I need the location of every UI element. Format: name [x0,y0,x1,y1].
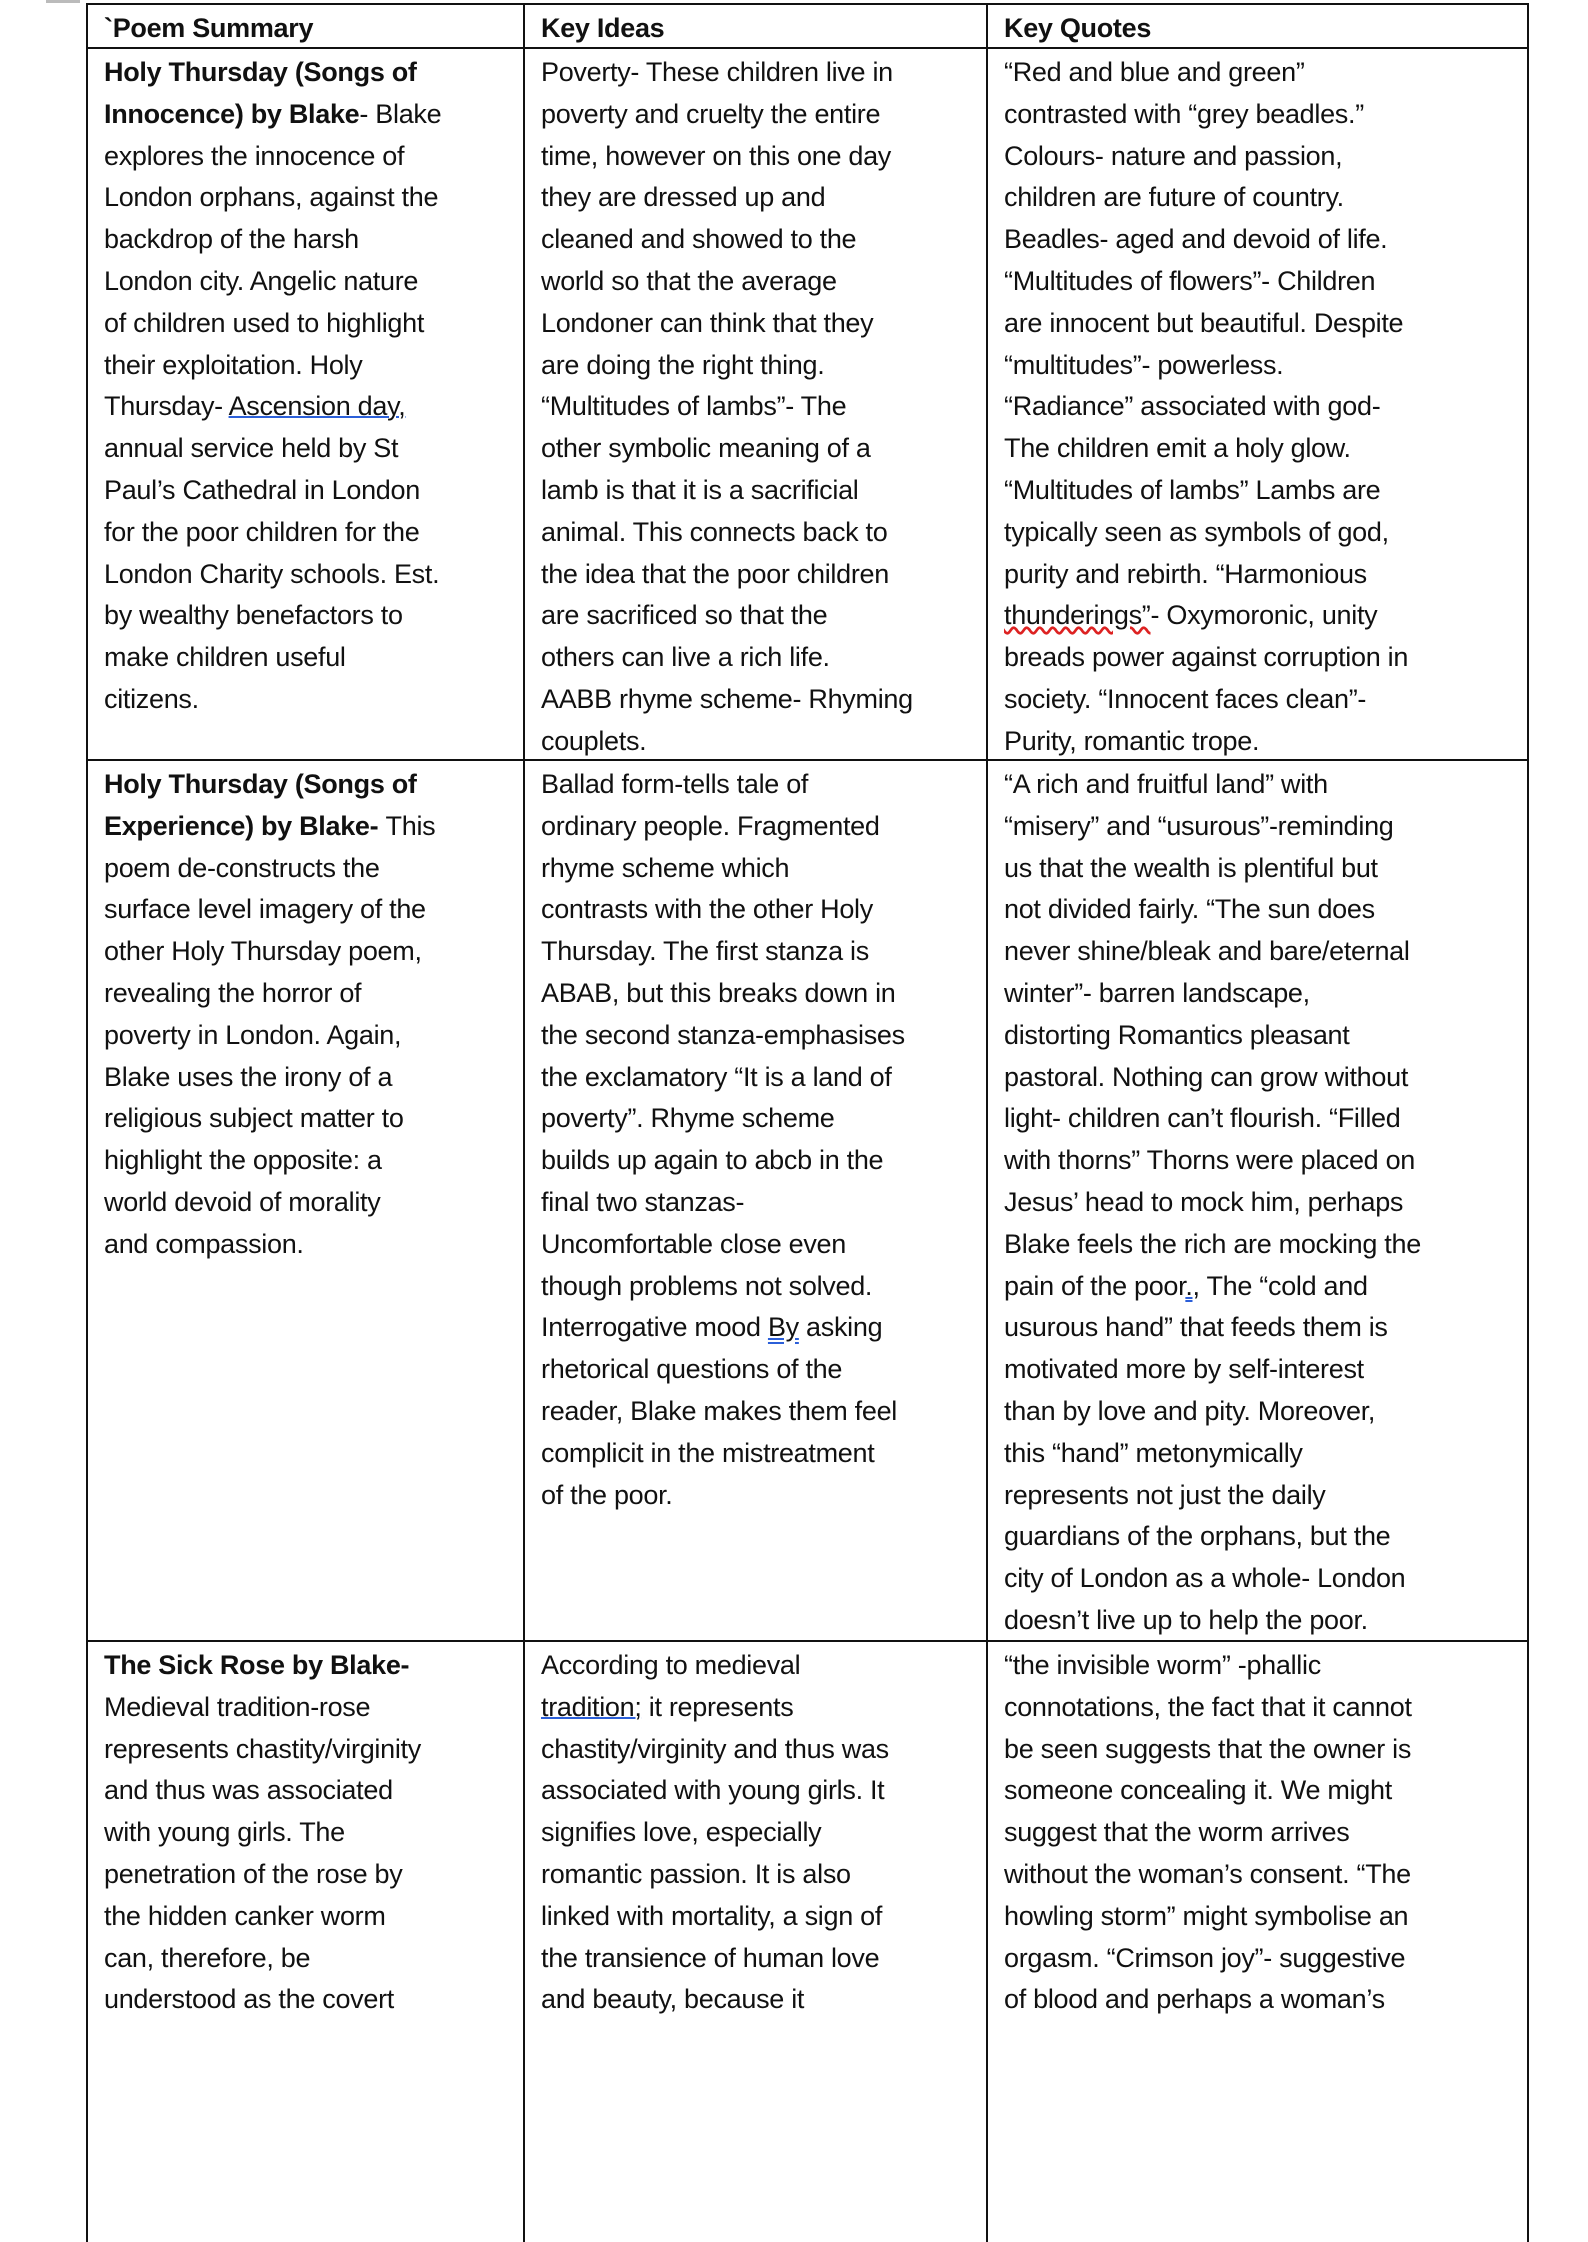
text-line [1004,94,1527,136]
text-line [1004,1812,1527,1854]
text-segment: signifies love, especially [541,1817,822,1848]
text-line [1004,1645,1527,1687]
text-segment: “A rich and fruitful land” with [1004,769,1328,799]
text-line [104,512,523,554]
text-line [104,679,523,721]
text-segment: time, however on this one day [541,140,891,171]
text-line [1004,721,1527,759]
text-segment: with young girls. The [104,1817,345,1848]
text-line [1004,764,1527,806]
text-line [541,1015,986,1057]
key-quotes-cell [988,49,1529,759]
text-line [104,931,523,973]
text-line [541,386,986,428]
text-line [541,94,986,136]
header-label: Key Quotes [1004,13,1152,43]
text-segment: pastoral. Nothing can grow without [1004,1061,1409,1092]
text-segment: usurous hand” that feeds them is [1004,1312,1388,1343]
text-segment: “multitudes”- powerless. [1004,349,1284,380]
text-line [541,1098,986,1140]
text-segment: complicit in the mistreatment [541,1437,875,1468]
text-line [541,470,986,512]
text-segment: citizens. [104,683,199,714]
text-line [541,595,986,637]
text-segment: Londoner can think that they [541,307,874,338]
text-line [1004,1729,1527,1771]
key-ideas-cell [525,1642,988,2242]
text-line [104,806,523,848]
poem-summary-cell [88,49,525,759]
text-line [541,1224,986,1266]
text-segment: Jesus’ head to mock him, perhaps [1004,1186,1404,1217]
text-segment: Purity, romantic trope. [1004,725,1260,756]
text-segment: animal. This connects back to [541,516,888,547]
text-line [541,177,986,219]
text-line [104,94,523,136]
text-segment: penetration of the rose by [104,1858,403,1889]
text-line [104,1812,523,1854]
text-line [1004,52,1527,94]
text-line [541,1349,986,1391]
text-segment: Thursday- [104,391,229,422]
text-line [1004,1349,1527,1391]
text-segment: be seen suggests that the owner is [1004,1733,1412,1764]
text-line [1004,1140,1527,1182]
text-segment: chastity/virginity and thus was [541,1733,889,1764]
text-line [1004,1224,1527,1266]
text-segment: The children emit a holy glow. [1004,433,1351,464]
text-line [1004,1433,1527,1475]
text-segment: connotations, the fact that it cannot [1004,1691,1412,1722]
text-segment: poverty in London. Again, [104,1019,402,1050]
text-segment: Blake uses the irony of a [104,1061,393,1092]
text-line [541,1391,986,1433]
header-key-ideas [525,5,988,47]
text-segment: tradition; [541,1691,642,1722]
text-line [1004,595,1527,637]
text-line [541,1854,986,1896]
text-line [541,1057,986,1099]
text-segment: poverty”. Rhyme scheme [541,1103,835,1134]
text-line [1004,1516,1527,1558]
text-line [541,1140,986,1182]
text-segment: someone concealing it. We might [1004,1775,1392,1806]
text-line [541,219,986,261]
key-ideas-cell [525,49,988,759]
text-segment: other Holy Thursday poem, [104,936,422,967]
text-line [541,261,986,303]
text-line [1004,386,1527,428]
text-segment: the exclamatory “It is a land of [541,1061,892,1092]
text-segment: This [385,810,436,841]
text-line [104,1098,523,1140]
text-segment: linked with mortality, a sign of [541,1900,883,1931]
text-line [104,303,523,345]
text-segment: builds up again to abcb in the [541,1145,884,1176]
text-segment: of the poor. [541,1479,673,1510]
text-line [541,889,986,931]
text-segment: for the poor children for the [104,516,420,547]
text-segment: this “hand” metonymically [1004,1437,1303,1468]
text-segment: though problems not solved. [541,1270,873,1301]
text-segment: “Multitudes of lambs” Lambs are [1004,474,1381,505]
text-line [104,889,523,931]
text-segment: “Radiance” associated with god- [1004,391,1381,422]
text-line [541,1896,986,1938]
text-line [541,1979,986,2021]
text-segment: with thorns” Thorns were placed on [1004,1145,1416,1176]
key-quotes-cell [988,1642,1529,2242]
text-line [541,1770,986,1812]
text-line [104,1770,523,1812]
text-segment: rhetorical questions of the [541,1354,843,1385]
text-line [1004,889,1527,931]
bold-text: Holy Thursday (Songs of [104,769,417,799]
text-segment: without the woman’s consent. “The [1004,1858,1411,1889]
text-line [1004,1979,1527,2021]
text-line [541,679,986,721]
text-line [104,136,523,178]
text-line [1004,1854,1527,1896]
text-segment: orgasm. “Crimson joy”- suggestive [1004,1942,1406,1973]
text-segment: annual service held by St [104,433,399,464]
text-segment: breads power against corruption in [1004,642,1409,673]
text-line [1004,679,1527,721]
text-line [1004,177,1527,219]
text-line [1004,1057,1527,1099]
text-segment: lamb is that it is a sacrificial [541,474,859,505]
text-line [104,261,523,303]
text-segment: - Oxymoronic, unity [1150,600,1378,631]
text-segment: represents not just the daily [1004,1479,1326,1510]
text-line [104,386,523,428]
text-segment: guardians of the orphans, but the [1004,1521,1391,1552]
text-line [541,1182,986,1224]
text-segment: The “cold and [1199,1270,1368,1301]
text-line [541,428,986,470]
key-quotes-cell [988,761,1529,1640]
text-segment: world devoid of morality [104,1186,381,1217]
text-segment: final two stanzas- [541,1186,745,1217]
text-line [1004,1600,1527,1640]
text-line [104,1854,523,1896]
text-segment: highlight the opposite: a [104,1145,382,1176]
text-segment: reader, Blake makes them feel [541,1395,897,1426]
text-segment: rhyme scheme which [541,852,790,883]
text-segment: According to medieval [541,1650,801,1680]
text-line [541,1729,986,1771]
text-line [104,1645,523,1687]
text-segment: represents chastity/virginity [104,1733,421,1764]
text-line [541,136,986,178]
text-line [104,428,523,470]
text-segment: ., [1185,1270,1200,1301]
text-line [1004,1896,1527,1938]
text-segment: howling storm” might symbolise an [1004,1900,1409,1931]
text-line [1004,136,1527,178]
text-line [104,848,523,890]
text-line [104,470,523,512]
text-segment: world so that the average [541,265,837,296]
text-segment: Paul’s Cathedral in London [104,474,420,505]
text-segment: their exploitation. Holy [104,349,363,380]
text-segment: pain of the poor [1004,1270,1186,1301]
text-segment: couplets. [541,725,647,756]
text-segment: distorting Romantics pleasant [1004,1019,1350,1050]
text-segment: associated with young girls. It [541,1775,885,1806]
text-segment: London orphans, against the [104,182,439,213]
text-line [104,554,523,596]
text-line [541,1938,986,1980]
text-segment: motivated more by self-interest [1004,1354,1364,1385]
bold-text: Holy Thursday (Songs of [104,57,417,87]
text-line [1004,1770,1527,1812]
table-row [88,761,1529,1642]
key-ideas-cell [525,761,988,1640]
text-segment: “Multitudes of lambs”- The [541,391,847,422]
text-segment: AABB rhyme scheme- Rhyming [541,683,913,714]
text-line [541,554,986,596]
text-segment: ABAB, but this breaks down in [541,977,896,1008]
text-segment: “misery” and “usurous”-reminding [1004,810,1394,841]
text-line [1004,470,1527,512]
text-segment: us that the wealth is plentiful but [1004,852,1378,883]
bold-text: The Sick Rose by Blake- [104,1650,410,1680]
text-line [1004,1015,1527,1057]
text-line [1004,1307,1527,1349]
text-segment: never shine/bleak and bare/eternal [1004,936,1410,967]
text-line [541,1266,986,1308]
text-segment: the hidden canker worm [104,1900,386,1931]
text-line [104,1938,523,1980]
text-segment: Poverty- These children live in [541,57,893,87]
text-segment: of blood and perhaps a woman’s [1004,1984,1385,2015]
text-line [541,931,986,973]
text-line [104,1729,523,1771]
text-segment: and compassion. [104,1228,304,1259]
text-line [541,303,986,345]
text-line [541,1475,986,1517]
text-segment: Interrogative mood [541,1312,768,1343]
text-line [104,219,523,261]
text-segment: purity and rebirth. “Harmonious [1004,558,1367,589]
text-segment: - Blake [359,98,442,129]
text-line [104,764,523,806]
text-segment: Blake feels the rich are mocking the [1004,1228,1421,1259]
text-line [1004,1558,1527,1600]
text-line [1004,554,1527,596]
text-line [541,721,986,759]
text-line [1004,261,1527,303]
text-segment: make children useful [104,642,346,673]
text-line [104,52,523,94]
text-segment: and thus was associated [104,1775,393,1806]
header-key-quotes [988,5,1529,47]
text-segment: contrasts with the other Holy [541,894,873,925]
text-segment: society. “Innocent faces clean”- [1004,683,1367,714]
text-line [541,806,986,848]
text-segment: light- children can’t flourish. “Filled [1004,1103,1401,1134]
poem-summary-cell [88,761,525,1640]
text-line [1004,1266,1527,1308]
text-segment: the idea that the poor children [541,558,889,589]
poem-table [86,3,1529,2242]
text-segment: suggest that the worm arrives [1004,1817,1350,1848]
text-line [541,973,986,1015]
text-segment: revealing the horror of [104,977,362,1008]
text-segment: Colours- nature and passion, [1004,140,1343,171]
text-segment: surface level imagery of the [104,894,426,925]
text-segment: city of London as a whole- London [1004,1563,1406,1594]
text-segment: others can live a rich life. [541,642,830,673]
page-corner-mark [46,0,80,3]
text-segment: and beauty, because it [541,1984,805,2015]
text-segment: by wealthy benefactors to [104,600,403,631]
text-line [104,595,523,637]
text-line [541,1645,986,1687]
bold-text: Experience) by Blake- [104,810,386,841]
text-line [541,52,986,94]
text-segment: “Red and blue and green” [1004,57,1305,87]
text-segment: By [767,1312,799,1343]
text-line [1004,428,1527,470]
text-segment: other symbolic meaning of a [541,433,871,464]
text-line [104,1979,523,2021]
text-segment: London Charity schools. Est. [104,558,440,589]
text-segment: explores the innocence of [104,140,405,171]
poem-summary-cell [88,1642,525,2242]
text-line [104,1182,523,1224]
table-header-row [88,5,1529,49]
text-segment: cleaned and showed to the [541,224,857,255]
text-line [1004,219,1527,261]
text-segment: poverty and cruelty the entire [541,98,881,129]
text-segment: are innocent but beautiful. Despite [1004,307,1404,338]
bold-text: Innocence) by Blake [104,98,360,129]
text-segment: not divided fairly. “The sun does [1004,894,1375,925]
text-segment: Thursday. The first stanza is [541,936,869,967]
text-segment: are doing the right thing. [541,349,825,380]
text-segment: can, therefore, be [104,1942,311,1973]
table-row [88,1642,1529,2242]
text-line [1004,931,1527,973]
text-line [1004,303,1527,345]
text-line [541,848,986,890]
text-line [1004,806,1527,848]
text-segment: “Multitudes of flowers”- Children [1004,265,1376,296]
text-segment: asking [798,1312,883,1343]
text-line [104,1015,523,1057]
text-segment: children are future of country. [1004,182,1344,213]
text-line [104,1687,523,1729]
text-line [1004,345,1527,387]
text-segment: Medieval tradition-rose [104,1691,371,1722]
table-row [88,49,1529,761]
text-segment: the transience of human love [541,1942,880,1973]
text-line [541,1687,986,1729]
text-segment: they are dressed up and [541,182,826,213]
text-line [1004,1938,1527,1980]
text-segment: are sacrificed so that the [541,600,828,631]
text-line [104,1057,523,1099]
text-segment: it represents [641,1691,794,1722]
text-segment: London city. Angelic nature [104,265,419,296]
text-segment: of children used to highlight [104,307,425,338]
text-line [1004,973,1527,1015]
text-line [1004,1475,1527,1517]
header-poem-summary [88,5,525,47]
text-segment: Ascension day, [228,391,406,422]
text-segment: understood as the covert [104,1984,394,2015]
text-segment: winter”- barren landscape, [1004,977,1310,1008]
header-label: `Poem Summary [104,13,314,43]
text-line [541,512,986,554]
text-line [1004,512,1527,554]
text-line [1004,1182,1527,1224]
text-segment: ordinary people. Fragmented [541,810,880,841]
text-line [541,764,986,806]
text-line [541,1812,986,1854]
text-line [1004,637,1527,679]
text-segment: backdrop of the harsh [104,224,359,255]
text-segment: the second stanza-emphasises [541,1019,905,1050]
text-line [541,345,986,387]
text-line [104,637,523,679]
text-line [1004,1098,1527,1140]
text-line [1004,1687,1527,1729]
text-segment: poem de-constructs the [104,852,380,883]
text-line [104,1224,523,1266]
text-segment: religious subject matter to [104,1103,404,1134]
text-line [104,973,523,1015]
text-segment: doesn’t live up to help the poor. [1004,1604,1368,1635]
spelling-flag-text: thunderings” [1004,600,1151,631]
text-line [1004,1391,1527,1433]
text-segment: Ballad form-tells tale of [541,769,809,799]
text-segment: romantic passion. It is also [541,1858,851,1889]
text-line [104,345,523,387]
text-line [541,637,986,679]
text-segment: than by love and pity. Moreover, [1004,1395,1376,1426]
text-segment: typically seen as symbols of god, [1004,516,1389,547]
text-line [541,1433,986,1475]
text-segment: contrasted with “grey beadles.” [1004,98,1364,129]
text-segment: “the invisible worm” -phallic [1004,1650,1321,1680]
text-segment: Uncomfortable close even [541,1228,846,1259]
text-line [1004,848,1527,890]
text-line [104,177,523,219]
text-line [541,1307,986,1349]
text-line [104,1896,523,1938]
text-line [104,1140,523,1182]
text-segment: Beadles- aged and devoid of life. [1004,224,1388,255]
header-label: Key Ideas [541,13,665,43]
